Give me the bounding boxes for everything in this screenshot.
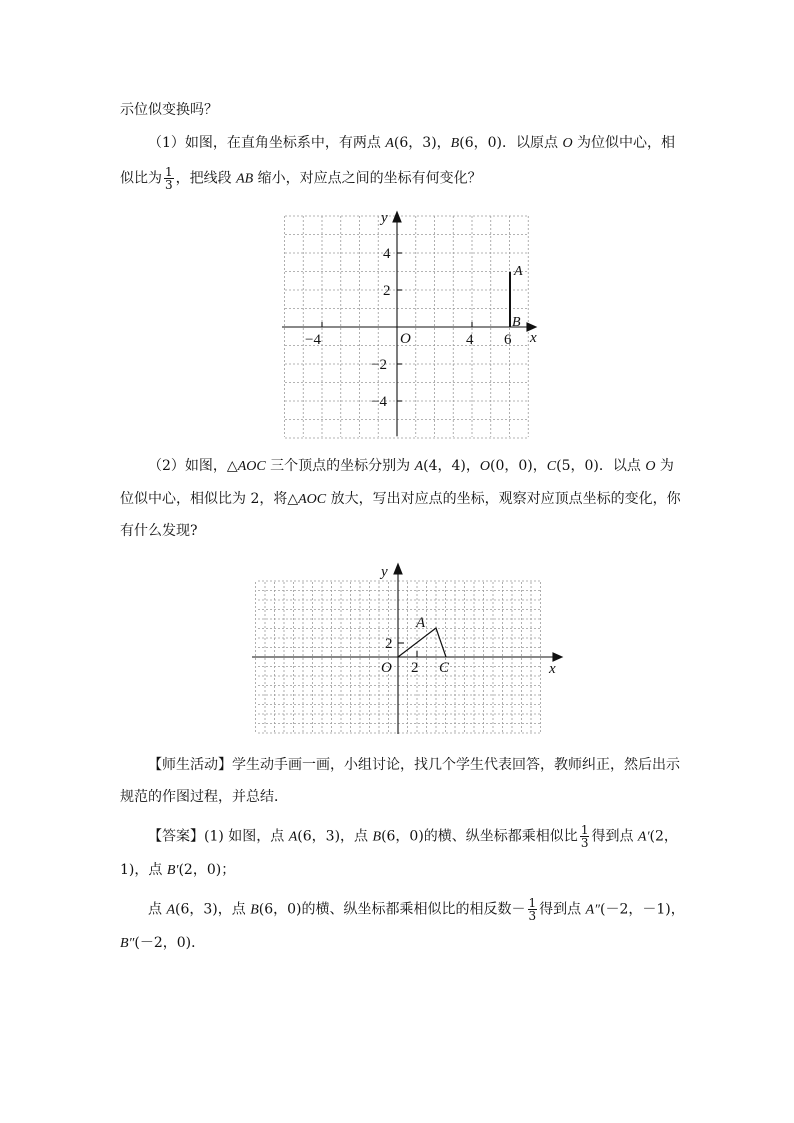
answer-text-b: (6，3)，点: [297, 828, 373, 845]
figure-1-y-tick-label-2: 2: [383, 283, 391, 299]
answer-2-text-a: 1)，点: [120, 862, 167, 878]
answer-2-text-b: (2，0)；: [178, 862, 236, 878]
figure-1-x-tick-label-4: 4: [466, 332, 474, 348]
q1-fraction-denominator: 3: [165, 178, 173, 192]
answer-point-B-prime: B′: [166, 863, 179, 878]
figure-2-label-C: C: [439, 660, 450, 676]
figure-1-origin-label: O: [400, 331, 411, 347]
q1-fraction-numerator: 1: [165, 165, 173, 179]
q2-text-h: 放大，写出对应点的坐标，观察对应顶点坐标的变化，你: [326, 491, 681, 507]
answer-point-A-prime: A′: [637, 829, 650, 845]
figure-2-y-arrow: [394, 564, 402, 574]
answer-3-point-B: B: [250, 902, 259, 918]
q2-text-a: （2）如图，△: [148, 458, 238, 474]
figure-1-y-tick-label-neg2: −2: [371, 357, 387, 373]
q2-text-d: (0，0)，: [490, 458, 547, 474]
figure-2-axes: [252, 564, 562, 734]
q1-text-e: 似比为: [120, 170, 162, 187]
answer-line-3: [148, 897, 685, 922]
answer-3-text-e: (－2，－1)，: [600, 901, 685, 918]
activity-line-2: [120, 787, 288, 807]
q1-text-g: 缩小，对应点之间的坐标有何变化？: [253, 170, 482, 187]
answer-text-d: 得到点: [591, 828, 638, 845]
figure-1-y-label: y: [381, 210, 388, 226]
activity-text-a: 【师生活动】学生动手画一画，小组讨论，找几个学生代表回答，教师纠正，然后出示: [148, 757, 680, 773]
question-2-line-1: [148, 456, 674, 477]
answer-3-text-d: 得到点: [539, 901, 586, 918]
figure-2-origin-label: O: [381, 660, 392, 676]
q1-fraction: [164, 166, 174, 191]
figure-1-coordinate-grid: [270, 205, 550, 445]
answer-line-2: [120, 860, 235, 881]
answer-point-B-double-prime: B″: [120, 936, 135, 951]
answer-point-A-double-prime: A″: [585, 902, 601, 918]
q1-text-b: (6，3)，: [393, 135, 451, 151]
answer-3-text-a: 点: [148, 901, 167, 918]
q1-segment-AB: AB: [236, 171, 254, 187]
q1-text-a: （1）如图，在直角坐标系中，有两点: [148, 135, 386, 151]
figure-2-y-label: y: [381, 564, 388, 580]
answer-fraction-denominator: 3: [580, 836, 589, 850]
answer-point-B: B: [372, 829, 382, 845]
figure-2-x-label: x: [549, 661, 556, 677]
q1-point-O: O: [562, 136, 573, 151]
figure-1-label-B: B: [512, 315, 521, 330]
answer-4-text-a: (－2，0)．: [134, 935, 206, 951]
activity-text-b: 规范的作图过程，并总结．: [120, 789, 288, 805]
answer-fraction-numerator: 1: [580, 823, 589, 837]
answer-text-c: (6，0)的横、纵坐标都乘相似比: [381, 828, 578, 845]
answer-line-4: [120, 933, 205, 954]
answer-fraction: [580, 824, 590, 849]
question-2-line-2: [120, 489, 681, 510]
figure-1-x-tick-label-6: 6: [504, 332, 512, 348]
text-line-1: [120, 100, 218, 120]
answer-3-text-b: (6，3)，点: [175, 901, 251, 918]
answer-3-point-A: A: [166, 902, 176, 918]
q1-text-c: (6，0)．以原点: [459, 135, 563, 151]
answer-3-fraction: [528, 897, 538, 922]
figure-2-x-arrow: [553, 653, 562, 661]
answer-point-A: A: [288, 829, 298, 845]
q2-triangle-AOC: AOC: [237, 459, 266, 474]
q1-text-d: 为位似中心，相: [572, 135, 676, 151]
figure-1-y-tick-label-4: 4: [383, 246, 391, 262]
q2-text-i: 有什么发现?: [120, 523, 198, 539]
question-1-line-2: [120, 166, 482, 191]
q2-text-b: 三个顶点的坐标分别为: [265, 458, 415, 474]
figure-2-coordinate-grid: [245, 560, 575, 740]
answer-text-a: 【答案】(1) 如图，点: [148, 828, 289, 845]
question-2-line-3: [120, 521, 198, 541]
activity-line-1: [148, 755, 680, 775]
figure-2-triangle-AOC: [398, 628, 446, 657]
answer-3-fraction-denominator: 3: [528, 909, 537, 923]
figure-2-y-tick-label-2: 2: [385, 636, 393, 652]
figure-1-axes: [282, 212, 536, 436]
q2-text-f: 为: [655, 458, 674, 474]
q1-text-f: ，把线段: [175, 170, 237, 187]
q2-point-C: C: [546, 459, 557, 474]
answer-3-text-c: (6，0)的横、纵坐标都乘相似比的相反数－: [258, 901, 526, 918]
figure-1-x-tick-label-neg4: −4: [305, 332, 321, 348]
answer-line-1: [148, 824, 678, 849]
q2-text-e: (5，0)．以点: [556, 458, 646, 474]
q1-point-A: A: [385, 136, 394, 151]
q2-point-A: A: [414, 459, 424, 474]
question-1-line-1: [148, 133, 675, 154]
q2-triangle-AOC-2: AOC: [298, 492, 327, 507]
q1-point-B: B: [450, 136, 460, 151]
q2-point-O-2: O: [645, 459, 656, 474]
line-1-text: 示位似变换吗？: [120, 102, 218, 118]
figure-1-x-label: x: [530, 330, 537, 346]
figure-1-label-A: A: [514, 264, 523, 279]
q2-text-c: (4，4)，: [423, 458, 480, 474]
answer-text-e: (2，: [649, 828, 678, 845]
answer-3-fraction-numerator: 1: [528, 896, 537, 910]
q2-point-O: O: [479, 459, 491, 474]
figure-1-y-arrow: [393, 212, 401, 222]
figure-2-label-A: A: [416, 615, 426, 631]
figure-2-x-tick-label-2: 2: [411, 660, 419, 676]
q2-text-g: 位似中心，相似比为 2，将△: [120, 491, 299, 507]
figure-1-y-tick-label-neg4: −4: [371, 394, 387, 410]
